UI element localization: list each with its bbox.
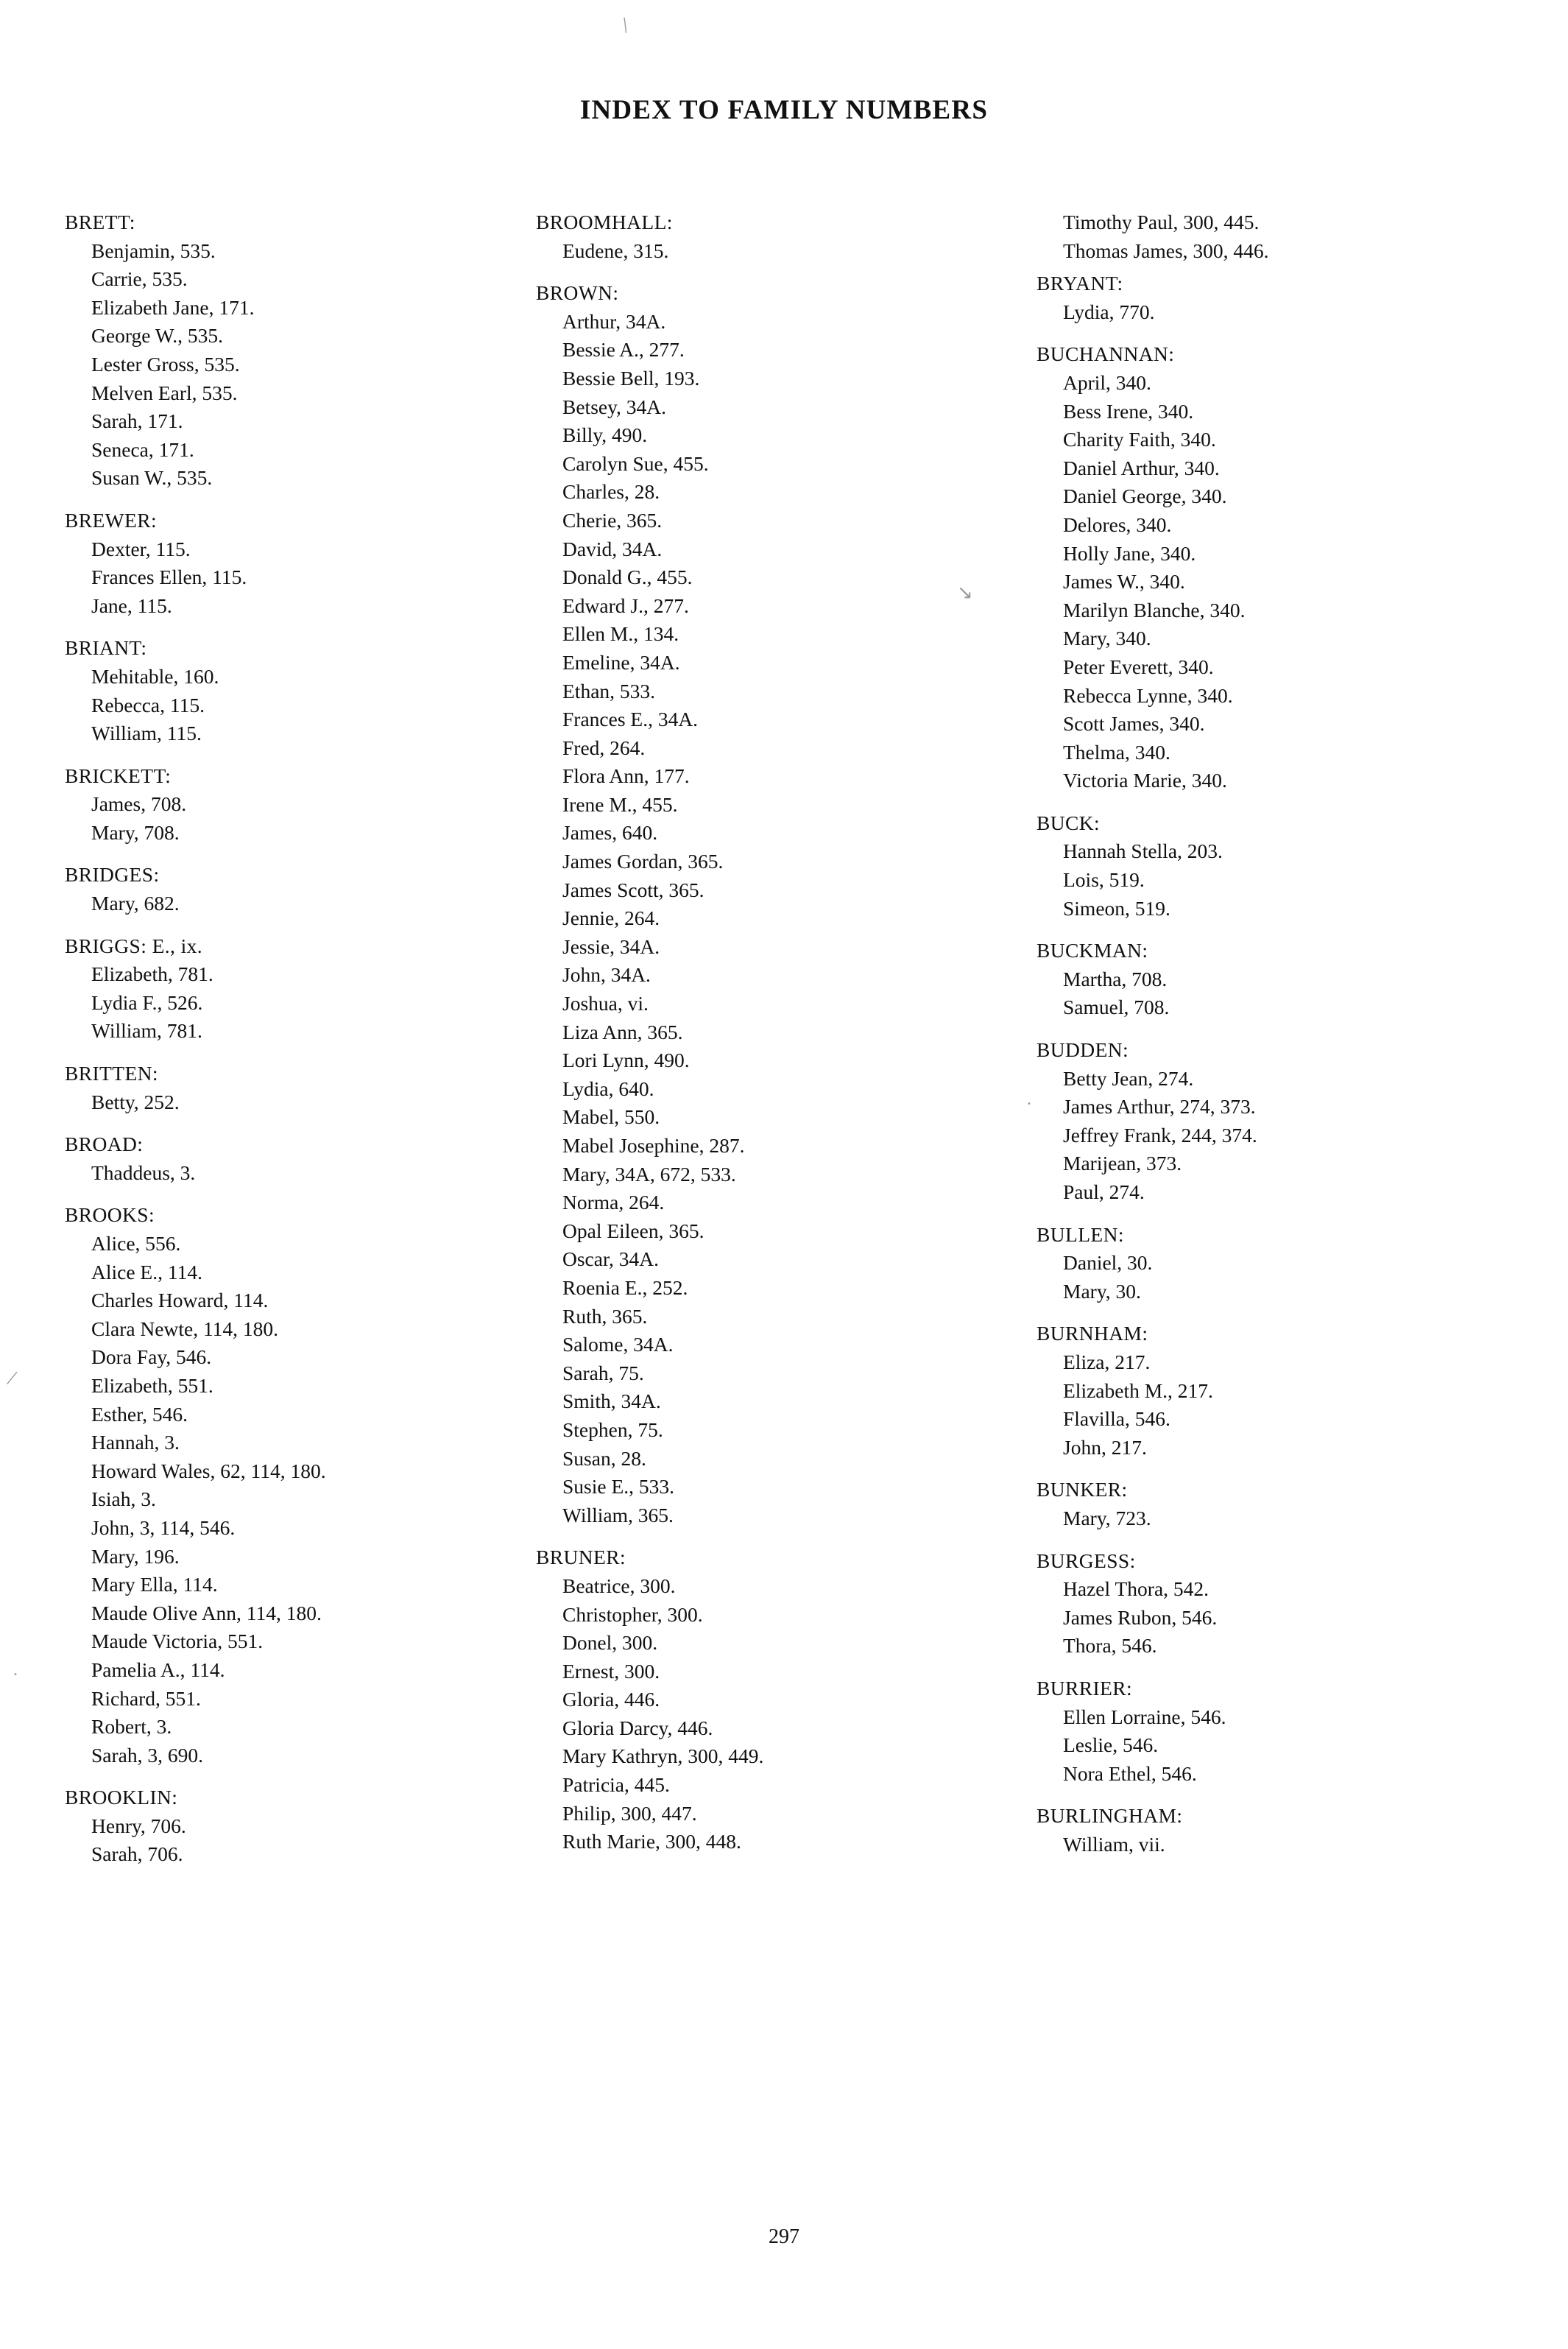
index-group xyxy=(1036,1674,1515,1788)
index-entry: Philip, 300, 447. xyxy=(562,1801,697,1825)
index-entry: Carrie, 535. xyxy=(91,267,188,291)
index-entry: Liza Ann, 365. xyxy=(562,1020,683,1043)
index-group xyxy=(1036,270,1515,326)
index-entry: Marijean, 373. xyxy=(1063,1152,1182,1175)
index-entry: Charles Howard, 114. xyxy=(91,1289,269,1312)
index-entry: Holly Jane, 340. xyxy=(1063,541,1196,565)
index-entry: Hannah Stella, 203. xyxy=(1063,839,1223,863)
index-entry: Victoria Marie, 340. xyxy=(1063,769,1227,792)
index-entry: Eudene, 315. xyxy=(562,239,669,262)
index-entry: Flora Ann, 177. xyxy=(562,764,690,788)
scan-artifact-mark: / xyxy=(4,1365,19,1391)
index-entry: Sarah, 706. xyxy=(91,1842,183,1866)
index-group xyxy=(536,279,1036,1529)
index-entry: Charity Faith, 340. xyxy=(1063,428,1216,451)
surname-heading: BROOMHALL: xyxy=(536,211,673,233)
index-entry: Mabel Josephine, 287. xyxy=(562,1134,745,1157)
index-entry: Sarah, 3, 690. xyxy=(91,1743,203,1767)
index-entry: Lester Gross, 535. xyxy=(91,352,240,376)
index-entry: Timothy Paul, 300, 445. xyxy=(1063,211,1260,233)
index-entry: Bessie Bell, 193. xyxy=(562,366,700,390)
index-entry: Mary, 196. xyxy=(91,1544,180,1568)
index-group xyxy=(65,762,536,848)
surname-heading: BUCK: xyxy=(1036,811,1101,834)
surname-heading: BREWER: xyxy=(65,508,158,532)
index-group xyxy=(65,1783,536,1869)
surname-heading: BURNHAM: xyxy=(1036,1322,1148,1345)
index-entry: John, 3, 114, 546. xyxy=(91,1515,236,1539)
index-entry: Lydia, 770. xyxy=(1063,300,1155,323)
index-entry: Betsey, 34A. xyxy=(562,395,667,418)
index-entry: Thaddeus, 3. xyxy=(91,1161,196,1184)
index-entry: Mary, 340. xyxy=(1063,627,1151,650)
index-entry: John, 34A. xyxy=(562,963,651,987)
index-entry: Peter Everett, 340. xyxy=(1063,655,1214,678)
index-group xyxy=(65,634,536,747)
index-entry: James W., 340. xyxy=(1063,570,1185,594)
index-entry: Jessie, 34A. xyxy=(562,934,660,958)
page-number: 297 xyxy=(769,2225,799,2248)
surname-heading: BRICKETT: xyxy=(65,764,172,787)
index-entry: Ruth, 365. xyxy=(562,1304,648,1328)
index-entry: Thomas James, 300, 446. xyxy=(1063,239,1269,262)
index-entry: Lois, 519. xyxy=(1063,868,1145,892)
surname-heading: BULLEN: xyxy=(1036,1222,1124,1246)
index-entry: Norma, 264. xyxy=(562,1191,665,1214)
index-group xyxy=(1036,809,1515,923)
surname-heading: BRIGGS: E., ix. xyxy=(65,934,203,957)
index-entry: Robert, 3. xyxy=(91,1715,172,1739)
index-entry: Mary, 708. xyxy=(91,820,180,844)
index-entry: Thelma, 340. xyxy=(1063,740,1170,764)
scan-artifact-mark: . xyxy=(13,1660,18,1680)
surname-heading: BRUNER: xyxy=(536,1546,626,1569)
index-group xyxy=(1036,1547,1515,1660)
index-group xyxy=(1036,340,1515,795)
index-entry: Benjamin, 535. xyxy=(91,239,216,262)
index-entry: Mary, 682. xyxy=(91,892,180,915)
index-entry: Christopher, 300. xyxy=(562,1602,703,1626)
index-group xyxy=(65,507,536,620)
index-entry: Eliza, 217. xyxy=(1063,1350,1151,1373)
index-entry: Pamelia A., 114. xyxy=(91,1658,225,1681)
index-entry: John, 217. xyxy=(1063,1435,1147,1459)
index-entry: Maude Victoria, 551. xyxy=(91,1630,264,1653)
index-group xyxy=(1036,1802,1515,1859)
index-entry: Sarah, 75. xyxy=(562,1361,644,1384)
index-entry: Mabel, 550. xyxy=(562,1105,660,1129)
index-entry: Jane, 115. xyxy=(91,594,172,617)
surname-heading: BUDDEN: xyxy=(1036,1038,1129,1062)
index-entry: James Arthur, 274, 373. xyxy=(1063,1095,1256,1119)
index-entry: Hannah, 3. xyxy=(91,1431,180,1454)
index-entry: Elizabeth, 551. xyxy=(91,1373,213,1397)
surname-heading: BROAD: xyxy=(65,1133,144,1156)
index-entry: Dora Fay, 546. xyxy=(91,1345,212,1369)
index-entry: Fred, 264. xyxy=(562,736,646,759)
index-entry: Smith, 34A. xyxy=(562,1390,661,1413)
index-entry: Mary Ella, 114. xyxy=(91,1573,218,1596)
surname-heading: BURLINGHAM: xyxy=(1036,1804,1183,1828)
index-group xyxy=(1036,1476,1515,1532)
index-entry: Mary, 30. xyxy=(1063,1279,1141,1303)
index-entry: Frances Ellen, 115. xyxy=(91,566,247,589)
index-entry: Seneca, 171. xyxy=(91,437,194,461)
index-entry: Ellen M., 134. xyxy=(562,622,679,646)
surname-heading: BRITTEN: xyxy=(65,1062,158,1085)
index-entry: Daniel Arthur, 340. xyxy=(1063,456,1220,479)
index-entry: Frances E., 34A. xyxy=(562,708,699,731)
index-group xyxy=(1036,937,1515,1022)
index-entry: Susie E., 533. xyxy=(562,1475,675,1498)
index-entry: Mary, 34A, 672, 533. xyxy=(562,1162,736,1186)
index-columns xyxy=(0,208,1568,1883)
index-entry: Mehitable, 160. xyxy=(91,664,219,688)
index-entry: Emeline, 34A. xyxy=(562,650,680,674)
index-entry: Ellen Lorraine, 546. xyxy=(1063,1705,1226,1728)
index-entry: Irene M., 455. xyxy=(562,792,678,816)
index-entry: Lori Lynn, 490. xyxy=(562,1049,690,1072)
index-entry: David, 34A. xyxy=(562,537,663,560)
index-entry: Elizabeth Jane, 171. xyxy=(91,295,255,319)
index-group xyxy=(536,208,1036,265)
surname-heading: BUCKMAN: xyxy=(1036,939,1148,962)
index-column-1 xyxy=(65,208,536,1883)
index-entry: James, 640. xyxy=(562,821,658,845)
index-entry: Oscar, 34A. xyxy=(562,1247,660,1271)
index-group xyxy=(536,1543,1036,1856)
index-entry: Delores, 340. xyxy=(1063,513,1172,536)
index-entry: Donel, 300. xyxy=(562,1631,658,1655)
surname-heading: BRIDGES: xyxy=(65,863,160,887)
index-entry: Scott James, 340. xyxy=(1063,712,1205,736)
index-entry: William, vii. xyxy=(1063,1832,1165,1856)
index-entry: Billy, 490. xyxy=(562,423,648,447)
index-entry: Susan W., 535. xyxy=(91,466,213,490)
index-entry: Rebecca, 115. xyxy=(91,693,205,716)
index-group xyxy=(1036,1320,1515,1462)
scan-artifact-mark: . xyxy=(1027,1090,1031,1109)
index-entry: James Scott, 365. xyxy=(562,878,704,901)
surname-heading: BRETT: xyxy=(65,211,135,233)
index-entry: Susan, 28. xyxy=(562,1446,646,1470)
surname-heading: BRYANT: xyxy=(1036,272,1123,295)
index-entry: Patricia, 445. xyxy=(562,1773,670,1797)
scan-artifact-mark: \ xyxy=(619,13,631,38)
index-entry: Elizabeth M., 217. xyxy=(1063,1378,1213,1402)
index-group xyxy=(1036,1221,1515,1306)
index-entry: Donald G., 455. xyxy=(562,566,693,589)
index-entry: Dexter, 115. xyxy=(91,537,191,560)
index-entry: William, 115. xyxy=(91,722,202,745)
index-group xyxy=(65,1130,536,1187)
index-entry: Alice E., 114. xyxy=(91,1260,202,1283)
surname-heading: BUNKER: xyxy=(1036,1478,1128,1501)
index-entry: Elizabeth, 781. xyxy=(91,962,213,986)
index-entry: Esther, 546. xyxy=(91,1402,188,1426)
index-entry: Marilyn Blanche, 340. xyxy=(1063,598,1246,621)
index-entry: Simeon, 519. xyxy=(1063,896,1170,920)
index-entry: Carolyn Sue, 455. xyxy=(562,451,709,475)
index-entry: Mary Kathryn, 300, 449. xyxy=(562,1744,764,1768)
surname-heading: BROWN: xyxy=(536,281,619,305)
surname-heading: BRIANT: xyxy=(65,636,147,660)
index-entry: Ruth Marie, 300, 448. xyxy=(562,1830,741,1853)
index-entry: Melven Earl, 535. xyxy=(91,381,238,404)
index-entry: James, 708. xyxy=(91,792,187,816)
index-entry: Leslie, 546. xyxy=(1063,1733,1159,1757)
index-group xyxy=(65,1201,536,1769)
index-column-3 xyxy=(1036,208,1515,1873)
index-entry: Stephen, 75. xyxy=(562,1418,663,1441)
index-entry: Edward J., 277. xyxy=(562,594,689,617)
index-entry: Betty, 252. xyxy=(91,1090,180,1113)
index-entry: Gloria Darcy, 446. xyxy=(562,1716,713,1739)
index-entry: Lydia F., 526. xyxy=(91,990,203,1014)
index-entry: Ernest, 300. xyxy=(562,1659,660,1683)
index-group xyxy=(65,932,536,1046)
index-entry: James Gordan, 365. xyxy=(562,850,724,873)
index-entry: Joshua, vi. xyxy=(562,992,649,1015)
index-entry: Roenia E., 252. xyxy=(562,1275,688,1299)
index-entry: Maude Olive Ann, 114, 180. xyxy=(91,1601,322,1624)
index-entry: Richard, 551. xyxy=(91,1686,201,1710)
surname-heading: BUCHANNAN: xyxy=(1036,342,1175,366)
index-entry: Ethan, 533. xyxy=(562,679,656,702)
index-entry: Jennie, 264. xyxy=(562,906,660,930)
index-entry: Daniel, 30. xyxy=(1063,1251,1153,1275)
index-group xyxy=(65,1060,536,1116)
index-entry: James Rubon, 546. xyxy=(1063,1605,1218,1629)
index-entry: Gloria, 446. xyxy=(562,1688,660,1711)
index-entry: Opal Eileen, 365. xyxy=(562,1219,704,1242)
index-entry: Bess Irene, 340. xyxy=(1063,399,1194,423)
index-entry: Rebecca Lynne, 340. xyxy=(1063,683,1233,707)
index-entry: Arthur, 34A. xyxy=(562,309,666,333)
index-entry: Flavilla, 546. xyxy=(1063,1407,1170,1431)
surname-heading: BURRIER: xyxy=(1036,1676,1133,1700)
index-entry: Nora Ethel, 546. xyxy=(1063,1761,1197,1785)
surname-heading: BURGESS: xyxy=(1036,1549,1136,1572)
index-entry: Howard Wales, 62, 114, 180. xyxy=(91,1459,326,1482)
index-entry: Hazel Thora, 542. xyxy=(1063,1577,1209,1601)
index-entry: Beatrice, 300. xyxy=(562,1574,676,1597)
index-column-2 xyxy=(536,208,1036,1870)
index-entry: Sarah, 171. xyxy=(91,409,183,433)
page-title: INDEX TO FAMILY NUMBERS xyxy=(579,95,989,125)
index-entry: Cherie, 365. xyxy=(562,508,663,532)
index-entry: Clara Newte, 114, 180. xyxy=(91,1317,279,1340)
index-entry: Betty Jean, 274. xyxy=(1063,1066,1194,1090)
index-entry: Mary, 723. xyxy=(1063,1506,1151,1529)
index-entry: Alice, 556. xyxy=(91,1232,181,1255)
index-entry: Martha, 708. xyxy=(1063,967,1168,990)
index-entry: Henry, 706. xyxy=(91,1814,186,1837)
index-group xyxy=(1036,1036,1515,1207)
index-entry: William, 365. xyxy=(562,1503,674,1526)
index-entry: Charles, 28. xyxy=(562,480,660,504)
surname-heading: BROOKLIN: xyxy=(65,1786,178,1809)
index-group xyxy=(65,861,536,918)
index-entry: Thora, 546. xyxy=(1063,1634,1157,1658)
index-entry: Samuel, 708. xyxy=(1063,996,1170,1019)
index-entry: Lydia, 640. xyxy=(562,1077,654,1100)
index-entry: April, 340. xyxy=(1063,370,1151,394)
index-entry: Isiah, 3. xyxy=(91,1487,156,1511)
index-entry: Paul, 274. xyxy=(1063,1180,1145,1203)
index-entry: Salome, 34A. xyxy=(562,1333,674,1356)
index-entry: Bessie A., 277. xyxy=(562,338,685,362)
index-group xyxy=(65,208,536,493)
surname-heading: BROOKS: xyxy=(65,1203,155,1227)
index-entry: Daniel George, 340. xyxy=(1063,485,1227,508)
index-entry: William, 781. xyxy=(91,1019,202,1043)
index-entry: George W., 535. xyxy=(91,324,223,348)
index-entry: Jeffrey Frank, 244, 374. xyxy=(1063,1123,1257,1147)
scan-artifact-mark: ↘ xyxy=(957,582,973,603)
